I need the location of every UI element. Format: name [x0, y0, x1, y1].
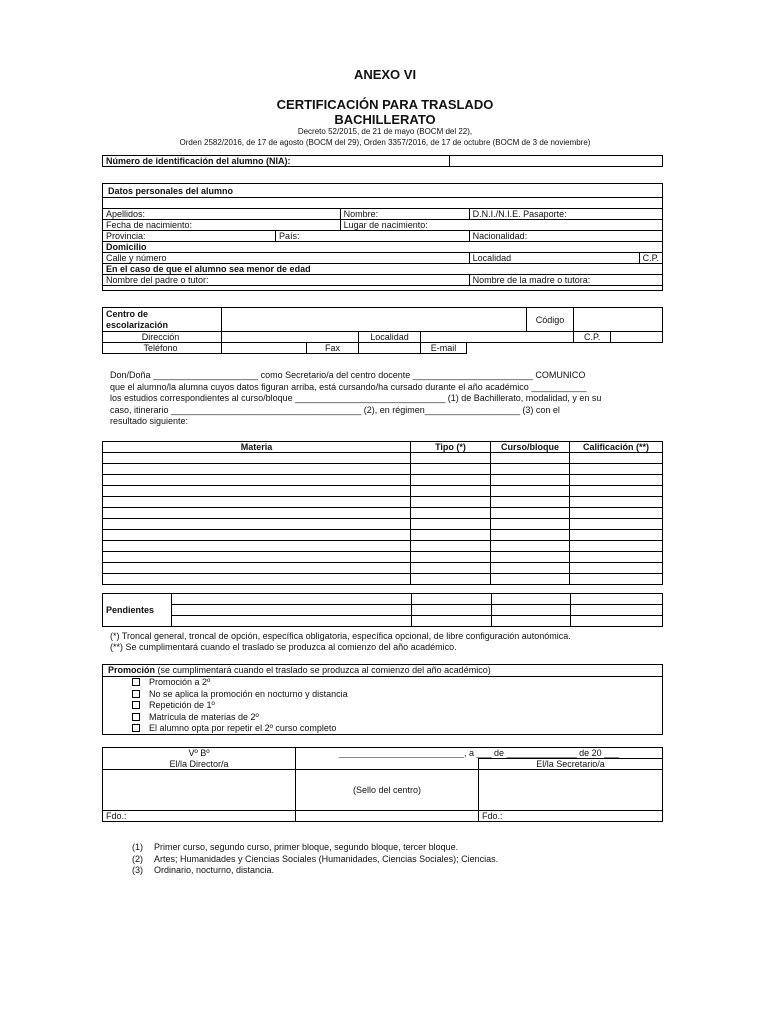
header-curso: Curso/bloque: [491, 442, 570, 453]
telefono-field[interactable]: [222, 343, 307, 354]
promocion-option[interactable]: [132, 677, 348, 689]
tipo-cell[interactable]: [411, 453, 491, 464]
tipo-cell[interactable]: [411, 497, 491, 508]
tipo-cell[interactable]: [411, 552, 491, 563]
cert-line-2: que el alumno/la alumna cuyos datos figuran arriba, está cursando/ha cursado durante el año académico ___________: [110, 381, 587, 392]
calificacion-cell[interactable]: [570, 552, 663, 563]
fdo-left[interactable]: Fdo.:: [103, 811, 296, 822]
checkbox-icon[interactable]: [132, 701, 140, 709]
materia-cell[interactable]: [103, 574, 411, 585]
curso-cell[interactable]: [491, 453, 570, 464]
telefono-label: Teléfono: [103, 343, 222, 354]
codigo-field[interactable]: [574, 308, 663, 332]
spacer: [296, 759, 479, 770]
calificacion-cell[interactable]: [570, 464, 663, 475]
personal-data-title: Datos personales del alumno: [108, 186, 234, 196]
signature-table: [102, 747, 663, 822]
curso-cell[interactable]: [491, 486, 570, 497]
curso-cell[interactable]: [491, 475, 570, 486]
curso-cell[interactable]: [491, 497, 570, 508]
direccion-label: Dirección: [103, 332, 222, 343]
grade-row[interactable]: [103, 508, 663, 519]
tipo-cell[interactable]: [412, 616, 492, 627]
header-tipo: Tipo (*): [411, 442, 491, 453]
calificacion-cell[interactable]: [570, 475, 663, 486]
materia-cell[interactable]: [103, 563, 411, 574]
calle-field[interactable]: Calle y número: [103, 253, 470, 264]
materia-cell[interactable]: [103, 475, 411, 486]
promocion-option-label: Matrícula de materias de 2º: [149, 711, 259, 722]
nombre-field[interactable]: Nombre:: [340, 209, 469, 220]
certification-paragraph: [110, 370, 662, 428]
decree-line-1: Decreto 52/2015, de 21 de mayo (BOCM del 22),: [297, 127, 473, 136]
tipo-cell[interactable]: [412, 605, 492, 616]
promocion-options: [132, 677, 348, 735]
materia-cell[interactable]: [172, 605, 412, 616]
promocion-option-label: No se aplica la promoción en nocturno y distancia: [149, 688, 348, 699]
email-field[interactable]: [467, 343, 663, 354]
cert-line-3: los estudios correspondientes al curso/bloque ______________________________ (1) de Bachillerato, modalidad, y en su: [110, 393, 602, 403]
grade-row[interactable]: [103, 464, 663, 475]
tipo-cell[interactable]: [411, 486, 491, 497]
doc-title: CERTIFICACIÓN PARA TRASLADO: [276, 97, 494, 112]
direccion-field[interactable]: [222, 332, 359, 343]
materia-cell[interactable]: [103, 519, 411, 530]
curso-cell[interactable]: [492, 616, 571, 627]
annex-title: ANEXO VI: [353, 67, 417, 82]
tipo-cell[interactable]: [411, 541, 491, 552]
curso-cell[interactable]: [492, 605, 571, 616]
promocion-option[interactable]: [132, 712, 348, 724]
tipo-cell[interactable]: [411, 508, 491, 519]
footnote-number: (2): [132, 853, 143, 864]
checkbox-icon[interactable]: [132, 678, 140, 686]
domicilio-label: Domicilio: [103, 242, 663, 253]
nacionalidad-field[interactable]: Nacionalidad:: [469, 231, 662, 242]
grade-row[interactable]: [103, 552, 663, 563]
materia-cell[interactable]: [103, 508, 411, 519]
grades-table: [102, 441, 663, 585]
calificacion-cell[interactable]: [570, 574, 663, 585]
pendientes-table: [102, 593, 663, 627]
provincia-field[interactable]: Provincia:: [103, 231, 276, 242]
divider: [102, 197, 663, 198]
grades-note-2: (**) Se cumplimentará cuando el traslado se produzca al comienzo del año académico.: [110, 642, 457, 652]
materia-cell[interactable]: [172, 594, 412, 605]
tipo-cell[interactable]: [411, 464, 491, 475]
footnote: [132, 865, 498, 877]
grade-row[interactable]: [103, 453, 663, 464]
promocion-title: Promoción: [108, 665, 156, 675]
footnote: [132, 854, 498, 866]
date-line[interactable]: _________________________, a ___ de ______________ de 20 ___: [296, 748, 663, 759]
padre-field[interactable]: Nombre del padre o tutor:: [103, 275, 470, 286]
nia-label: Número de identificación del alumno (NIA):: [103, 156, 450, 167]
calificacion-cell[interactable]: [570, 453, 663, 464]
calificacion-cell[interactable]: [570, 508, 663, 519]
materia-cell[interactable]: [103, 541, 411, 552]
fax-field[interactable]: [359, 343, 421, 354]
fax-label: Fax: [307, 343, 359, 354]
curso-cell[interactable]: [491, 541, 570, 552]
checkbox-icon[interactable]: [132, 724, 140, 732]
curso-cell[interactable]: [491, 519, 570, 530]
grade-row[interactable]: [103, 519, 663, 530]
footnote: [132, 842, 498, 854]
materia-cell[interactable]: [103, 497, 411, 508]
sello-label: (Sello del centro): [296, 770, 479, 811]
pendiente-row[interactable]: [103, 616, 663, 627]
footnote-number: (1): [132, 842, 143, 852]
checkbox-icon[interactable]: [132, 690, 140, 698]
menor-label: En el caso de que el alumno sea menor de edad: [103, 264, 663, 275]
lugar-nacimiento-field[interactable]: Lugar de nacimiento:: [340, 220, 662, 231]
codigo-label: Código: [527, 308, 574, 332]
curso-cell[interactable]: [491, 508, 570, 519]
tipo-cell[interactable]: [411, 519, 491, 530]
promocion-note: (se cumplimentará cuando el traslado se produzca al comienzo del año académico): [155, 665, 491, 675]
curso-cell[interactable]: [492, 594, 571, 605]
madre-field[interactable]: Nombre de la madre o tutora:: [469, 275, 662, 286]
calificacion-cell[interactable]: [571, 594, 663, 605]
localidad-label: Localidad: [359, 332, 421, 343]
tipo-cell[interactable]: [411, 574, 491, 585]
promocion-option[interactable]: [132, 700, 348, 712]
footnote-text: Artes; Humanidades y Ciencias Sociales (Humanidades, Ciencias Sociales); Ciencias.: [154, 853, 499, 864]
grade-row[interactable]: [103, 541, 663, 552]
grade-row[interactable]: [103, 563, 663, 574]
grade-row[interactable]: [103, 497, 663, 508]
secretario-signature-area[interactable]: [479, 770, 663, 811]
footnote-text: Primer curso, segundo curso, primer bloque, segundo bloque, tercer bloque.: [154, 842, 459, 852]
pendiente-row[interactable]: [103, 605, 663, 616]
personal-data-table: [102, 208, 663, 286]
curso-cell[interactable]: [491, 464, 570, 475]
calificacion-cell[interactable]: [570, 530, 663, 541]
tipo-cell[interactable]: [411, 563, 491, 574]
tipo-cell[interactable]: [411, 475, 491, 486]
materia-cell[interactable]: [103, 530, 411, 541]
fecha-nacimiento-field[interactable]: Fecha de nacimiento:: [103, 220, 341, 231]
footnote-number: (3): [132, 865, 143, 875]
curso-cell[interactable]: [491, 574, 570, 585]
materia-cell[interactable]: [103, 552, 411, 563]
secretario-label: El/la Secretario/a: [479, 759, 663, 770]
centro-table: [102, 307, 663, 354]
localidad-field[interactable]: Localidad: [469, 253, 639, 264]
centro-label: [103, 308, 222, 332]
grades-note-1: (*) Troncal general, troncal de opción, específica obligatoria, específica opcional, de libre configuración autonómica.: [110, 631, 571, 641]
cp-field-centro[interactable]: [611, 332, 663, 343]
cert-line-5: resultado siguiente:: [110, 416, 189, 426]
calificacion-cell[interactable]: [571, 605, 663, 616]
calificacion-cell[interactable]: [570, 563, 663, 574]
centro-label-line-2: escolarización: [106, 320, 169, 330]
calificacion-cell[interactable]: [570, 486, 663, 497]
grade-row[interactable]: [103, 475, 663, 486]
tipo-cell[interactable]: [412, 594, 492, 605]
centro-name-field[interactable]: [222, 308, 527, 332]
pais-field[interactable]: País:: [276, 231, 470, 242]
promocion-option[interactable]: [132, 689, 348, 701]
promocion-option-label: Repetición de 1º: [149, 700, 215, 710]
cp-field[interactable]: C.P.: [639, 253, 662, 264]
pendientes-label: Pendientes: [103, 594, 172, 627]
calificacion-cell[interactable]: [570, 541, 663, 552]
checkbox-icon[interactable]: [132, 713, 140, 721]
grade-row[interactable]: [103, 486, 663, 497]
vobo-label: Vº Bº: [103, 748, 296, 759]
cert-line-1: Don/Doña _____________________ como Secretario/a del centro docente ________________________ COMUNICO: [110, 370, 586, 380]
calificacion-cell[interactable]: [570, 519, 663, 530]
nia-field[interactable]: [450, 156, 663, 167]
promocion-option-label: Promoción a 2º: [149, 677, 211, 687]
materia-cell[interactable]: [172, 616, 412, 627]
promocion-title-row: [108, 665, 491, 675]
apellidos-field[interactable]: Apellidos:: [103, 209, 341, 220]
curso-cell[interactable]: [491, 552, 570, 563]
fdo-right[interactable]: Fdo.:: [479, 811, 663, 822]
curso-cell[interactable]: [491, 563, 570, 574]
doc-subtitle: BACHILLERATO: [334, 112, 436, 127]
dni-field[interactable]: D.N.I./N.I.E. Pasaporte:: [469, 209, 662, 220]
director-signature-area[interactable]: [103, 770, 296, 811]
header-calificacion: Calificación (**): [570, 442, 663, 453]
pendiente-row[interactable]: [103, 594, 663, 605]
calificacion-cell[interactable]: [571, 616, 663, 627]
centro-label-line-1: Centro de: [106, 309, 149, 319]
cp-label: C.P.: [574, 332, 611, 343]
materia-cell[interactable]: [103, 486, 411, 497]
nia-table: [102, 155, 663, 167]
cert-line-4: caso, itinerario ______________________________________ (2), en régimen___________________ (3) con el: [110, 404, 560, 415]
grade-row[interactable]: [103, 574, 663, 585]
footnotes: [132, 842, 498, 877]
decree-line-2: Orden 2582/2016, de 17 de agosto (BOCM del 29), Orden 3357/2016, de 17 de octubre (BOCM de 3 de noviembre): [179, 138, 591, 147]
promocion-option[interactable]: [132, 723, 348, 735]
footnote-text: Ordinario, nocturno, distancia.: [154, 865, 275, 875]
materia-cell[interactable]: [103, 464, 411, 475]
header-materia: Materia: [103, 442, 411, 453]
sello-bottom: [296, 811, 479, 822]
materia-cell[interactable]: [103, 453, 411, 464]
tipo-cell[interactable]: [411, 530, 491, 541]
calificacion-cell[interactable]: [570, 497, 663, 508]
promocion-option-label: El alumno opta por repetir el 2º curso completo: [149, 723, 337, 733]
director-label: El/la Director/a: [103, 759, 296, 770]
email-label: E-mail: [421, 343, 467, 354]
localidad-field-centro[interactable]: [421, 332, 574, 343]
curso-cell[interactable]: [491, 530, 570, 541]
grade-row[interactable]: [103, 530, 663, 541]
